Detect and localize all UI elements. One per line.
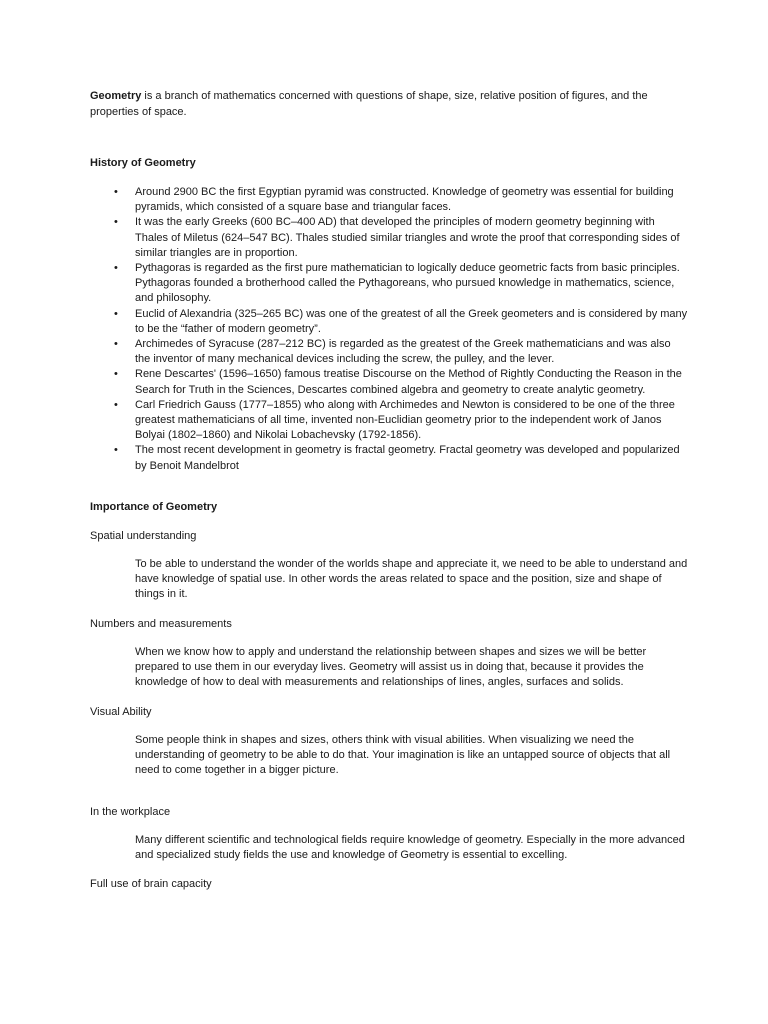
section-title-numbers: Numbers and measurements	[90, 617, 232, 630]
section-title-visual: Visual Ability	[90, 705, 152, 718]
intro-paragraph	[90, 89, 688, 120]
section-body-workplace: Many different scientific and technological fields require knowledge of geometry. Especially in the more advanced and specialized study fields the use and knowledge of Geometry is essential to excelling.	[135, 833, 685, 861]
bullet-icon: •	[114, 307, 118, 320]
bullet-icon: •	[114, 186, 118, 198]
section-title-workplace: In the workplace	[90, 805, 171, 818]
intro-text: is a branch of mathematics concerned with questions of shape, size, relative position of figures, and the properties of space.	[90, 90, 648, 118]
bullet-icon: •	[114, 338, 118, 351]
bullet-icon: •	[114, 368, 118, 381]
section-title-brain: Full use of brain capacity	[90, 878, 212, 891]
section-body-spatial: To be able to understand the wonder of the worlds shape and appreciate it, we need to be able to understand and have knowledge of spatial use. In other words the areas related to space and the position, size and shape of things in it.	[135, 557, 688, 601]
bullet-icon: •	[114, 444, 118, 457]
intro-term: Geometry	[90, 90, 142, 102]
list-item: • Euclid of Alexandria (325–265 BC) was one of the greatest of all the Greek geometers and is considered by many to be the “father of modern geometry”.	[114, 307, 688, 335]
history-heading: History of Geometry	[90, 157, 196, 169]
section-body-visual: Some people think in shapes and sizes, others think with visual abilities. When visualizing we need the understanding of geometry to be able to do that. Your imagination is like an untapped source of objects that all need to come together in a bigger picture.	[135, 733, 671, 777]
history-list	[90, 185, 688, 474]
list-item: • Carl Friedrich Gauss (1777–1855) who along with Archimedes and Newton is considered to be one of the three greatest mathematicians of all time, invented non-Euclidian geometry prior to the independent work of Janos Bolyai (1802–1860) and Nikolai Lobachevsky (1792-1856).	[114, 398, 675, 442]
importance-heading: Importance of Geometry	[90, 500, 218, 513]
list-item: • It was the early Greeks (600 BC–400 AD) that developed the principles of modern geometry beginning with Thales of Miletus (624–547 BC). Thales studied similar triangles and wrote the proof that corresponding sides of similar triangles are in proportion.	[114, 216, 680, 259]
bullet-icon: •	[114, 216, 118, 229]
section-body-numbers: When we know how to apply and understand the relationship between shapes and sizes we will be better prepared to use them in our everyday lives. Geometry will assist us in doing that, because it provides the knowledge of how to deal with measurements and relationships of lines, angles, surfaces and solids.	[135, 645, 647, 689]
list-item: • Around 2900 BC the first Egyptian pyramid was constructed. Knowledge of geometry was essential for building pyramids, which consisted of a square base and triangular faces.	[114, 186, 674, 214]
bullet-icon: •	[114, 262, 118, 275]
list-item: • The most recent development in geometry is fractal geometry. Fractal geometry was developed and popularized by Benoit Mandelbrot	[114, 444, 680, 472]
section-title-spatial: Spatial understanding	[90, 529, 197, 542]
list-item: • Pythagoras is regarded as the first pure mathematician to logically deduce geometric facts from basic principles. Pythagoras founded a brotherhood called the Pythagoreans, who pursued knowledge in mathematics, science, and philosophy.	[114, 262, 680, 305]
list-item: • Rene Descartes' (1596–1650) famous treatise Discourse on the Method of Rightly Conducting the Reason in the Search for Truth in the Sciences, Descartes combined algebra and geometry to create analytic geometry.	[114, 368, 682, 396]
bullet-icon: •	[114, 398, 118, 411]
list-item: • Archimedes of Syracuse (287–212 BC) is regarded as the greatest of the Greek mathematicians and was also the inventor of many mechanical devices including the screw, the pulley, and the lever.	[114, 338, 671, 366]
